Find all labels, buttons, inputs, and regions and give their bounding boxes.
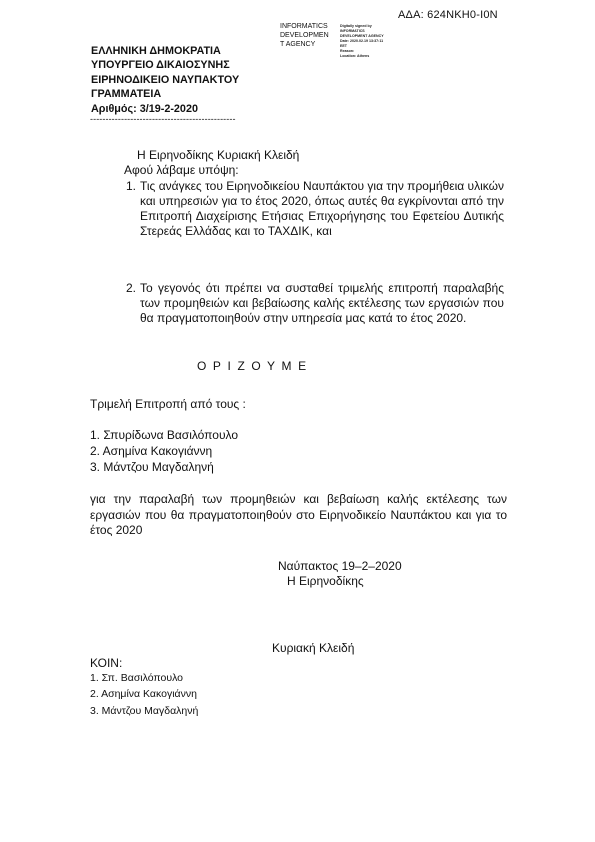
distribution-item: 2. Ασημίνα Κακογιάννη bbox=[90, 688, 197, 700]
header-secretariat: ΓΡΑΜΜΑΤΕΙΑ bbox=[91, 88, 162, 101]
digital-signature-stamp bbox=[280, 22, 405, 60]
stamp-detail-line: DEVELOPMENT AGENCY bbox=[340, 34, 384, 38]
signer-name: Κυριακή Κλειδή bbox=[272, 641, 355, 655]
stamp-detail-line: INFORMATICS bbox=[340, 29, 365, 33]
header-ministry: ΥΠΟΥΡΓΕΙΟ ΔΙΚΑΙΟΣΥΝΗΣ bbox=[91, 59, 230, 72]
place-date: Ναύπακτος 19–2–2020 bbox=[278, 559, 402, 573]
stamp-details bbox=[340, 24, 406, 59]
header-court: ΕΙΡΗΝΟΔΙΚΕΙΟ ΝΑΥΠΑΚΤΟΥ bbox=[91, 73, 240, 86]
committee-purpose: για την παραλαβή των προμηθειών και βεβαίωση καλής εκτέλεσης των εργασιών που θα πραγματοποιηθούν στο Ειρηνοδικείο Ναυπάκτου και για το έτος 2020 bbox=[90, 492, 507, 537]
stamp-line: T AGENCY bbox=[280, 41, 316, 48]
considered-heading: Αφού λάβαμε υπόψη: bbox=[124, 163, 239, 177]
header-republic: ΕΛΛΗΝΙΚΗ ΔΗΜΟΚΡΑΤΙΑ bbox=[91, 45, 221, 57]
item-number: 2. bbox=[126, 281, 137, 295]
stamp-agency-name bbox=[280, 22, 338, 49]
stamp-detail-line: Reason: bbox=[340, 49, 355, 53]
decision-heading: ΟΡΙΖΟΥΜΕ bbox=[197, 359, 313, 373]
stamp-line: INFORMATICS bbox=[280, 23, 328, 30]
consideration-item bbox=[126, 281, 506, 351]
ada-code: ΑΔΑ: 624ΝΚΗ0-Ι0Ν bbox=[398, 9, 498, 21]
document-header bbox=[91, 44, 239, 116]
stamp-detail-line: EET bbox=[340, 44, 347, 48]
distribution-item: 3. Μάντζου Μαγδαληνή bbox=[90, 705, 199, 717]
committee-intro: Τριμελή Επιτροπή από τους : bbox=[90, 397, 246, 411]
committee-member: 3. Μάντζου Μαγδαληνή bbox=[90, 460, 214, 474]
stamp-detail-line: Location: Athens bbox=[340, 54, 370, 58]
stamp-line: DEVELOPMEN bbox=[280, 32, 329, 39]
stamp-detail-line: Date: 2020.02.19 13:37:11 bbox=[340, 39, 384, 43]
committee-member: 1. Σπυρίδωνα Βασιλόπουλο bbox=[90, 428, 239, 442]
header-protocol-number: Αριθμός: 3/19-2-2020 bbox=[91, 102, 198, 115]
committee-member: 2. Ασημίνα Κακογιάννη bbox=[90, 444, 213, 458]
judge-title: Η Ειρηνοδίκης Κυριακή Κλειδή bbox=[137, 148, 300, 162]
item-text: Τις ανάγκες του Ειρηνοδικείου Ναυπάκτου για την προμήθεια υλικών και υπηρεσιών για το έτος 2020, όπως αυτές θα εγκρίνονται από την Επιτροπή Διαχείρισης Ετήσιας Επιχορήγησης του Εφετείου Δυτικής Στερεάς Ελλάδας και το ΤΑΧΔΙΚ, και bbox=[140, 179, 504, 238]
stamp-detail-line: Digitally signed by bbox=[340, 24, 372, 28]
item-text: Το γεγονός ότι πρέπει να συσταθεί τριμελής επιτροπή παραλαβής των προμηθειών και βεβαίωσης καλής εκτέλεσης των εργασιών που θα πραγματοποιηθούν στην υπηρεσία μας κατά το έτος 2020. bbox=[140, 281, 504, 325]
distribution-label: ΚΟΙΝ: bbox=[90, 656, 123, 670]
distribution-item: 1. Σπ. Βασιλόπουλο bbox=[90, 672, 184, 684]
consideration-item bbox=[126, 179, 506, 259]
header-divider: ----------------------------------------------- bbox=[90, 114, 236, 124]
item-number: 1. bbox=[126, 179, 137, 193]
signer-role: Η Ειρηνοδίκης bbox=[287, 574, 364, 588]
